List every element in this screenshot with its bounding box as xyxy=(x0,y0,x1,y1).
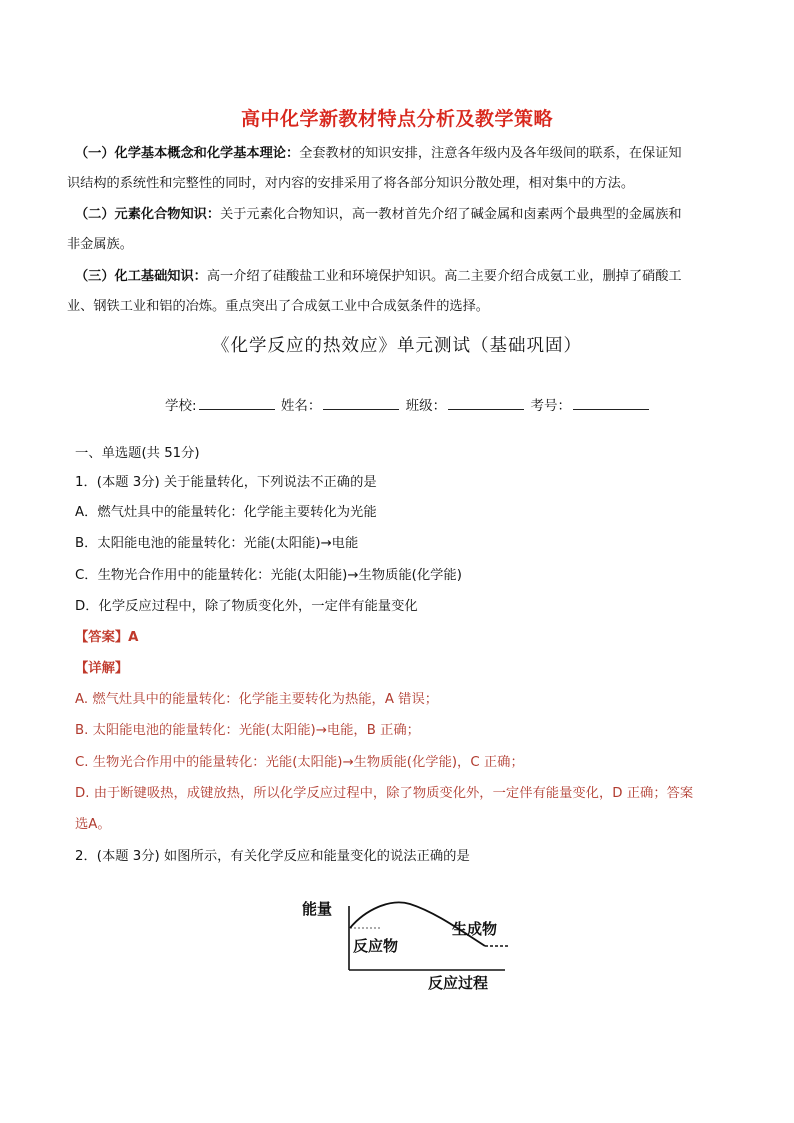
q1-detail-label: 【详解】 xyxy=(75,661,129,676)
intro-cont-1: 识结构的系统性和完整性的同时，对内容的安排采用了将各部分知识分散处理，相对集中的方法。 xyxy=(67,176,635,191)
q1-option-a: A．燃气灶具中的能量转化：化学能主要转化为光能 xyxy=(75,505,377,520)
school-label: 学校: xyxy=(165,398,197,414)
exam-number-label: 考号： xyxy=(530,398,571,414)
q1-detail-a: A. 燃气灶具中的能量转化：化学能主要转化为热能，A 错误； xyxy=(75,692,439,707)
q1-detail-c: C. 生物光合作用中的能量转化：光能(太阳能)→生物质能(化学能)，C 正确； xyxy=(75,755,524,770)
q1-stem: 1．(本题 3分) 关于能量转化，下列说法不正确的是 xyxy=(75,475,377,490)
q1-answer: 【答案】A xyxy=(75,630,139,645)
q1-option-b: B．太阳能电池的能量转化：光能(太阳能)→电能 xyxy=(75,536,359,551)
school-blank[interactable] xyxy=(199,395,275,410)
class-blank[interactable] xyxy=(448,395,524,410)
intro-paragraph-2 xyxy=(67,200,735,260)
intro-cont-2: 非金属族。 xyxy=(67,237,133,252)
q1-option-c: C．生物光合作用中的能量转化：光能(太阳能)→生物质能(化学能) xyxy=(75,568,462,583)
q2-stem: 2．(本题 3分) 如图所示，有关化学反应和能量变化的说法正确的是 xyxy=(75,849,470,864)
page-title: 高中化学新教材特点分析及教学策略 xyxy=(240,108,553,130)
energy-diagram xyxy=(300,890,520,1000)
intro-label-1: （一）化学基本概念和化学基本理论： xyxy=(75,146,300,161)
exam-number-blank[interactable] xyxy=(573,395,649,410)
intro-label-2: （二）元素化合物知识： xyxy=(75,207,221,222)
section-title: 一、单选题(共 51分) xyxy=(75,446,200,461)
test-title: 《化学反应的热效应》单元测试（基础巩固） xyxy=(212,336,582,356)
name-label: 姓名： xyxy=(280,398,322,414)
intro-text-2: 关于元素化合物知识，高一教材首先介绍了碱金属和卤素两个最典型的金属族和 xyxy=(220,207,682,222)
intro-text-3: 高一介绍了硅酸盐工业和环境保护知识。高二主要介绍合成氨工业，删掉了硝酸工 xyxy=(206,269,682,284)
product-label: 生成物 xyxy=(452,920,498,938)
q1-detail-b: B. 太阳能电池的能量转化：光能(太阳能)→电能，B 正确； xyxy=(75,723,420,738)
q1-detail-d: D. 由于断键吸热，成键放热，所以化学反应过程中，除了物质变化外，一定伴有能量变化，D 正确；答案 xyxy=(75,786,694,801)
q1-detail-d-cont: 选A。 xyxy=(75,817,111,832)
name-blank[interactable] xyxy=(323,395,399,410)
intro-label-3: （三）化工基础知识： xyxy=(75,269,207,284)
intro-paragraph-3 xyxy=(67,262,735,322)
intro-paragraph-1 xyxy=(67,139,735,199)
intro-text-1: 全套教材的知识安排，注意各年级内及各年级间的联系，在保证知 xyxy=(299,146,682,161)
y-axis-label: 能量 xyxy=(302,900,333,918)
student-info-row xyxy=(165,394,651,414)
x-axis-label: 反应过程 xyxy=(428,974,489,992)
q1-option-d: D．化学反应过程中，除了物质变化外，一定伴有能量变化 xyxy=(75,599,418,614)
intro-cont-3: 业、钢铁工业和铝的冶炼。重点突出了合成氨工业中合成氨条件的选择。 xyxy=(67,299,489,314)
class-label: 班级： xyxy=(405,398,447,414)
reactant-label: 反应物 xyxy=(353,937,399,955)
